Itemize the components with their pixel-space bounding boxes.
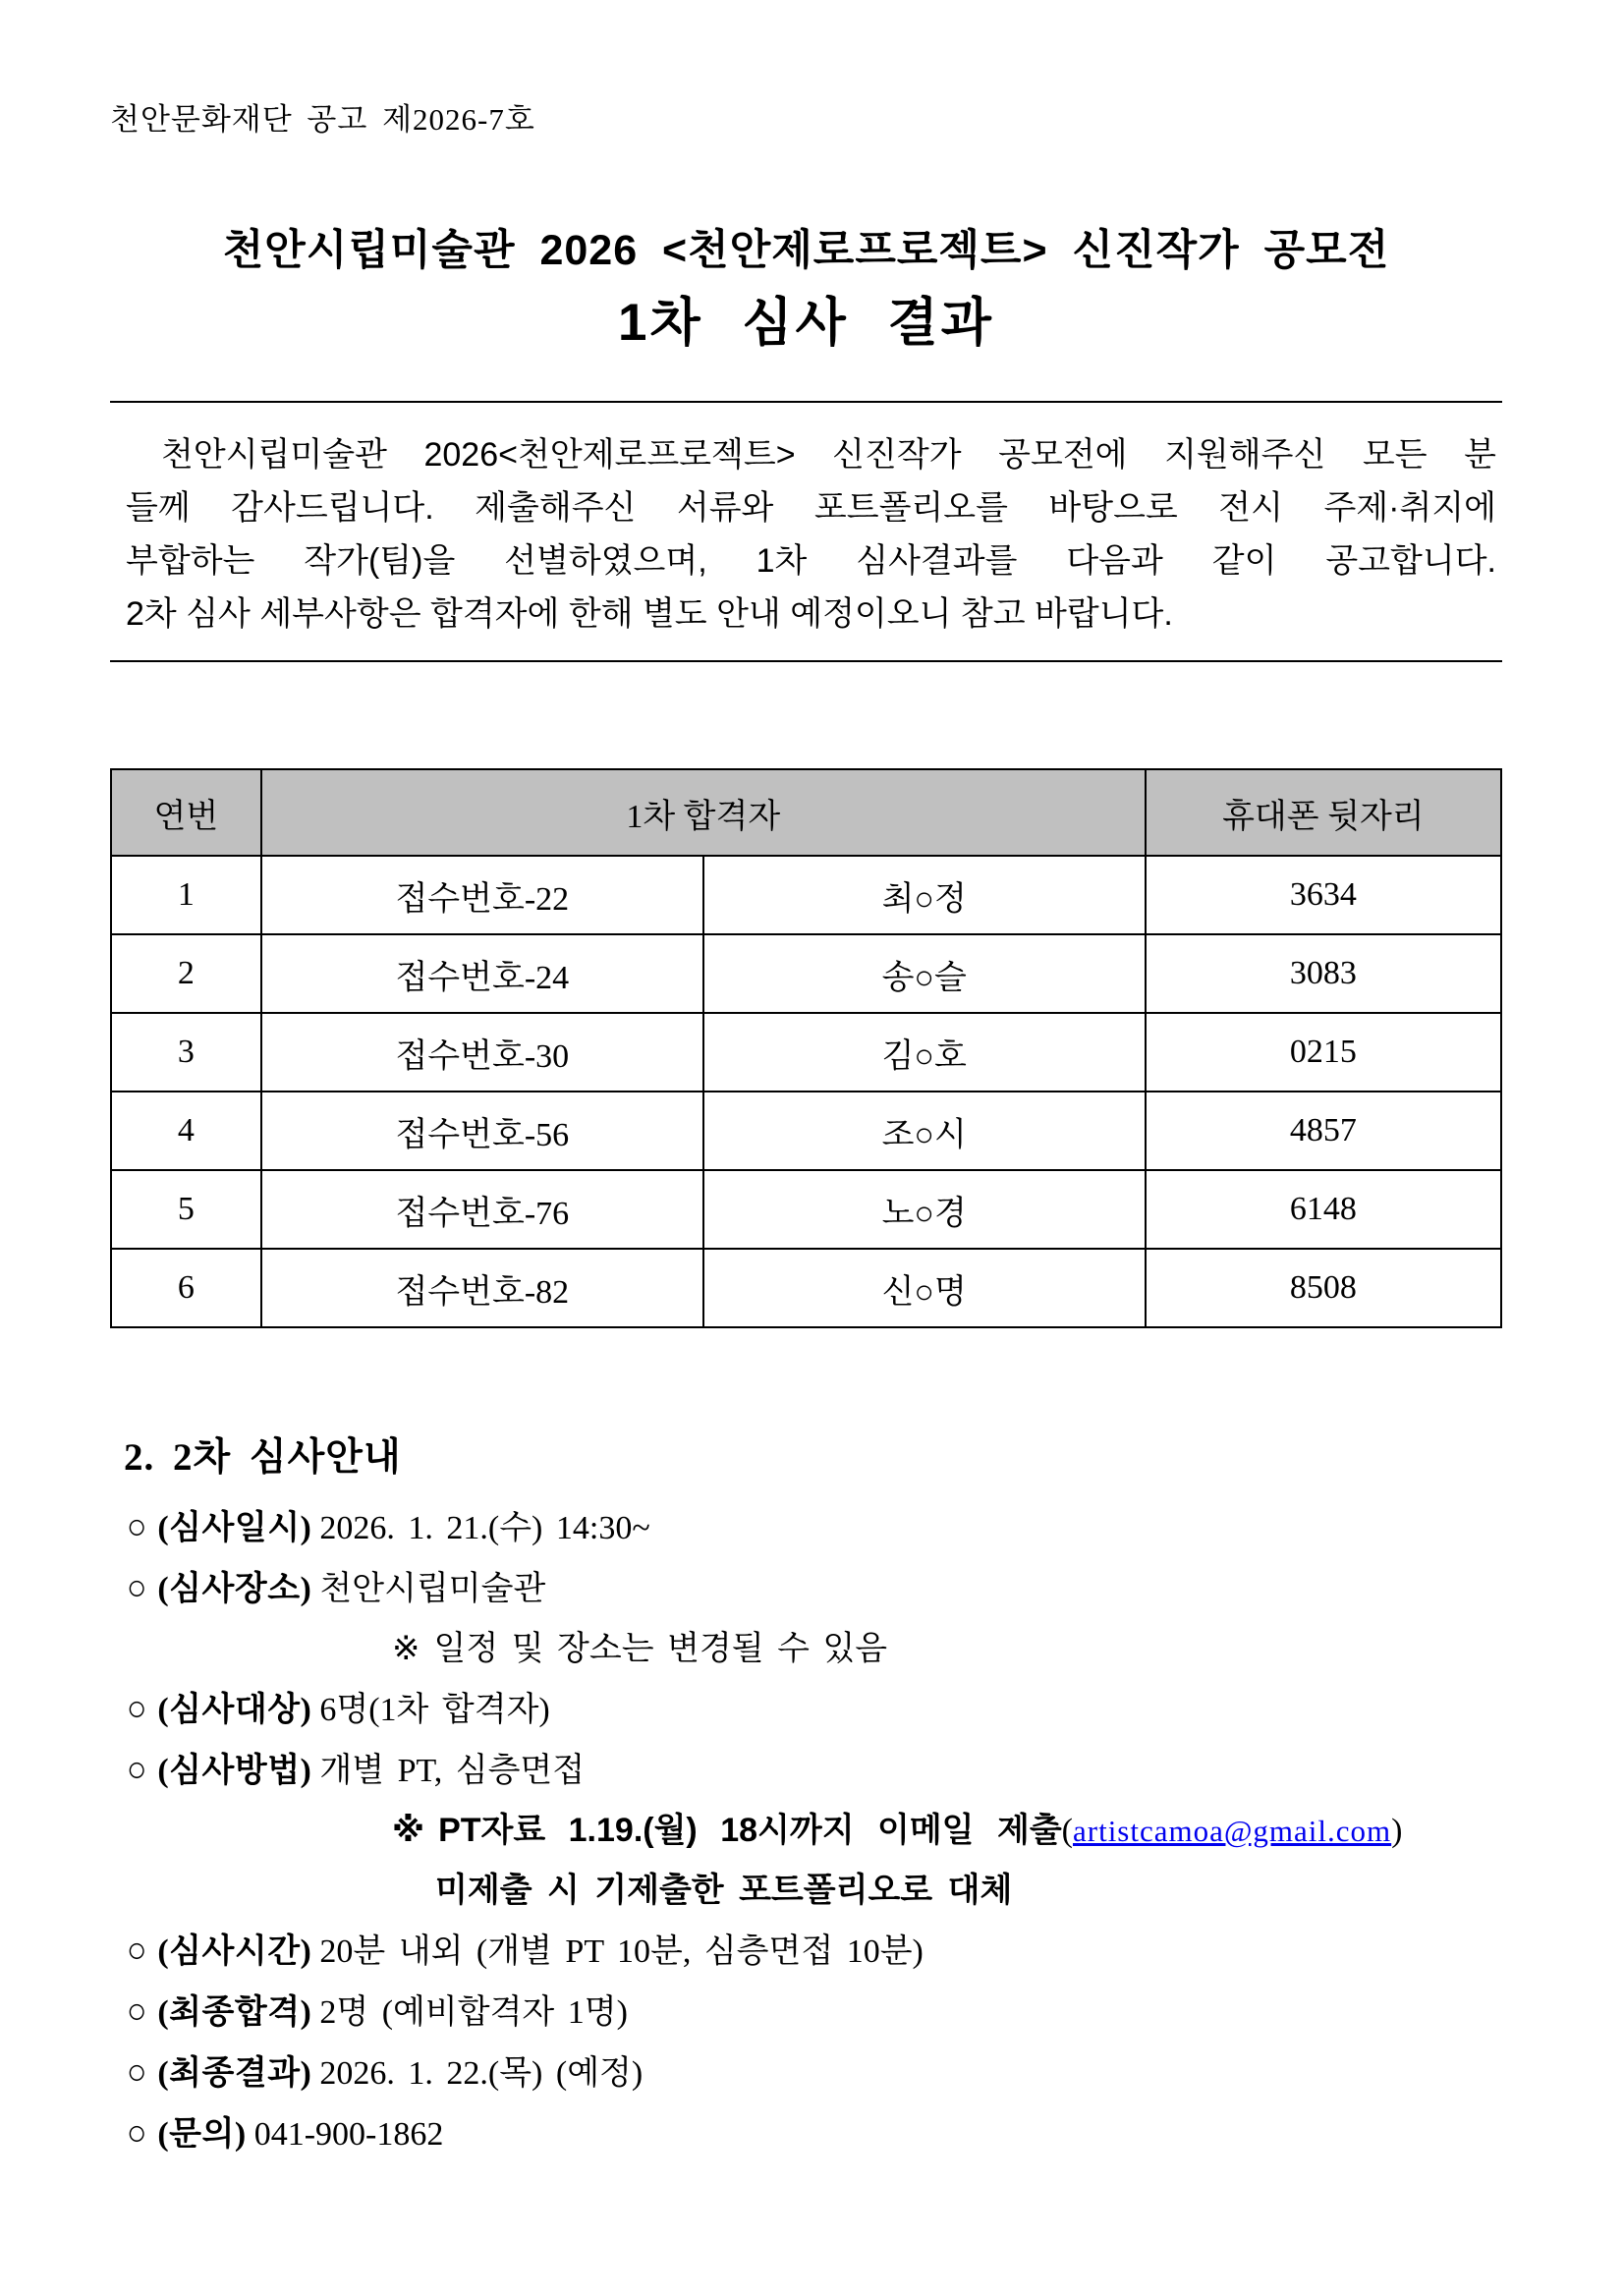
item-value: 041-900-1862 <box>253 2116 444 2153</box>
list-note-schedule-change <box>110 1619 1502 1679</box>
circle-bullet-icon: ○ <box>126 1991 147 2032</box>
list-note-pt-material-submission <box>110 1801 1502 1861</box>
item-label: (심사시간) <box>157 1933 312 1970</box>
item-value: 천안시립미술관 <box>319 1571 546 1607</box>
divider-top <box>110 401 1502 403</box>
list-item-review-duration <box>110 1921 1502 1982</box>
circle-bullet-icon: ○ <box>126 2113 147 2154</box>
cell-phone: 4857 <box>1146 1092 1501 1170</box>
intro-line: 부합하는 작가(팀)을 선별하였으며, 1차 심사결과를 다음과 같이 공고합니다. <box>126 542 1496 580</box>
table-row <box>111 1013 1501 1092</box>
header-first-round-passers: 1차 합격자 <box>261 769 1146 856</box>
note-text: 일정 및 장소는 변경될 수 있음 <box>433 1631 888 1667</box>
cell-receipt-no: 접수번호-30 <box>261 1013 703 1092</box>
cell-phone: 3083 <box>1146 934 1501 1013</box>
item-value: 개별 PT, 심층면접 <box>319 1753 586 1789</box>
cell-name: 최○정 <box>703 856 1146 934</box>
list-note-portfolio-substitute <box>110 1861 1502 1921</box>
cell-phone: 6148 <box>1146 1170 1501 1249</box>
table-row <box>111 1092 1501 1170</box>
intro-line: 들께 감사드립니다. 제출해주신 서류와 포트폴리오를 바탕으로 전시 주제·취지에 <box>126 489 1496 527</box>
item-label: (최종합격) <box>157 1994 312 2031</box>
cell-serial-no: 1 <box>111 856 261 934</box>
cell-serial-no: 3 <box>111 1013 261 1092</box>
cell-receipt-no: 접수번호-24 <box>261 934 703 1013</box>
cell-name: 조○시 <box>703 1092 1146 1170</box>
cell-name: 노○경 <box>703 1170 1146 1249</box>
page-title: 천안시립미술관 2026 <천안제로프로젝트> 신진작가 공모전 <box>222 227 1390 274</box>
item-value: 20분 내외 (개별 PT 10분, 심층면접 10분) <box>319 1933 924 1970</box>
circle-bullet-icon: ○ <box>126 1689 147 1729</box>
cell-phone: 0215 <box>1146 1013 1501 1092</box>
cell-name: 송○슬 <box>703 934 1146 1013</box>
intro-paragraph <box>110 428 1502 641</box>
cell-name: 김○호 <box>703 1013 1146 1092</box>
item-label: (문의) <box>157 2116 247 2153</box>
intro-line: 2차 심사 세부사항은 합격자에 한해 별도 안내 예정이오니 참고 바랍니다. <box>126 595 1173 633</box>
circle-bullet-icon: ○ <box>126 1931 147 1971</box>
header-phone-last-digits: 휴대폰 뒷자리 <box>1146 769 1501 856</box>
cell-name: 신○명 <box>703 1249 1146 1327</box>
cell-serial-no: 4 <box>111 1092 261 1170</box>
cell-serial-no: 5 <box>111 1170 261 1249</box>
item-value: 2명 (예비합격자 1명) <box>319 1994 628 2031</box>
cell-phone: 8508 <box>1146 1249 1501 1327</box>
cell-phone: 3634 <box>1146 856 1501 934</box>
cell-receipt-no: 접수번호-22 <box>261 856 703 934</box>
cell-serial-no: 6 <box>111 1249 261 1327</box>
item-label: (최종결과) <box>157 2055 312 2092</box>
table-row <box>111 1249 1501 1327</box>
circle-bullet-icon: ○ <box>126 2052 147 2093</box>
header-serial-no: 연번 <box>111 769 261 856</box>
list-item-final-pass <box>110 1982 1502 2043</box>
list-item-review-method <box>110 1740 1502 1801</box>
table-row <box>111 1170 1501 1249</box>
cell-receipt-no: 접수번호-56 <box>261 1092 703 1170</box>
list-item-review-datetime <box>110 1497 1502 1558</box>
close-paren: ) <box>1391 1813 1403 1849</box>
notice-number: 천안문화재단 공고 제2026-7호 <box>110 102 535 137</box>
item-label: (심사일시) <box>157 1510 312 1546</box>
list-item-final-result <box>110 2043 1502 2103</box>
cell-serial-no: 2 <box>111 934 261 1013</box>
intro-line: 천안시립미술관 2026<천안제로프로젝트> 신진작가 공모전에 지원해주신 모든 분 <box>161 436 1496 474</box>
reference-mark-icon: ※ <box>392 1631 420 1667</box>
circle-bullet-icon: ○ <box>126 1507 147 1547</box>
title-block <box>110 217 1502 356</box>
item-label: (심사장소) <box>157 1571 312 1607</box>
list-item-contact <box>110 2103 1502 2164</box>
table-header-row <box>111 769 1501 856</box>
list-item-review-target <box>110 1679 1502 1740</box>
item-label: (심사대상) <box>157 1692 312 1728</box>
cont-note-text: 미제출 시 기제출한 포트폴리오로 대체 <box>435 1872 1013 1909</box>
cell-receipt-no: 접수번호-76 <box>261 1170 703 1249</box>
pt-note-text: PT자료 1.19.(월) 18시까지 이메일 제출 <box>438 1812 1062 1849</box>
table-row <box>111 856 1501 934</box>
list-item-review-place <box>110 1558 1502 1619</box>
item-value: 2026. 1. 22.(목) (예정) <box>319 2055 644 2092</box>
cell-receipt-no: 접수번호-82 <box>261 1249 703 1327</box>
section2-heading: 2. 2차 심사안내 <box>124 1436 402 1479</box>
section2-bullet-list <box>110 1497 1502 2164</box>
page-subtitle: 1차 심사 결과 <box>618 294 994 352</box>
submission-email-link[interactable]: artistcamoa@gmail.com <box>1073 1814 1392 1848</box>
circle-bullet-icon: ○ <box>126 1750 147 1790</box>
item-label: (심사방법) <box>157 1753 312 1789</box>
item-value: 6명(1차 합격자) <box>319 1692 550 1728</box>
reference-mark-icon: ※ <box>392 1812 425 1849</box>
table-row <box>111 934 1501 1013</box>
item-value: 2026. 1. 21.(수) 14:30~ <box>319 1510 650 1546</box>
open-paren: ( <box>1061 1813 1073 1849</box>
first-round-results-table <box>110 768 1502 1328</box>
circle-bullet-icon: ○ <box>126 1568 147 1608</box>
divider-bottom <box>110 660 1502 662</box>
